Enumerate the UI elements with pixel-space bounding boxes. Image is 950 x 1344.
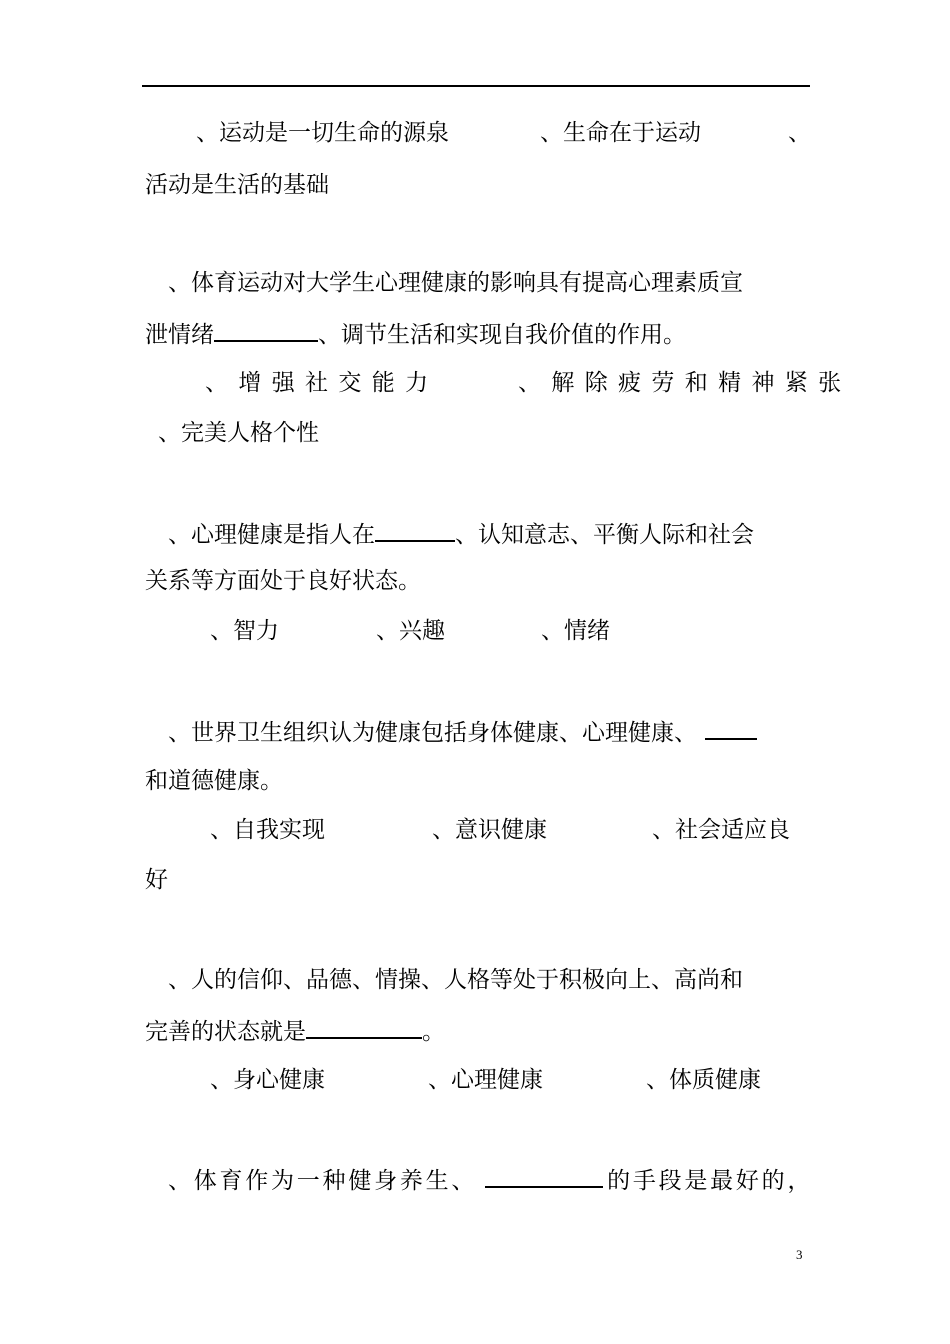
q5-stem-line1: 、人的信仰、品德、情操、人格等处于积极向上、高尚和 (168, 967, 743, 993)
q4-option-a: 、自我实现 (210, 817, 325, 843)
q6-stem-text-b: 的手段是最好的， (607, 1168, 814, 1194)
q1-option-c-mark: 、 (788, 120, 811, 146)
q4-option-c-continued: 好 (145, 867, 168, 893)
q2-stem-line1: 、体育运动对大学生心理健康的影响具有提高心理素质宣 (168, 270, 743, 296)
q3-stem-line1 (168, 518, 754, 550)
q5-stem-text-a: 完善的状态就是 (145, 1019, 306, 1045)
q4-stem-line2: 和道德健康。 (145, 768, 283, 794)
q5-option-c: 、体质健康 (646, 1067, 761, 1093)
q6-stem-line1 (168, 1164, 813, 1196)
q1-option-c: 活动是生活的基础 (145, 172, 329, 198)
q4-stem-text: 、世界卫生组织认为健康包括身体健康、心理健康、 (168, 720, 697, 746)
q4-answer-blank (705, 716, 757, 740)
q5-stem-line2 (145, 1015, 445, 1047)
q3-stem-line2: 关系等方面处于良好状态。 (145, 568, 421, 594)
q3-stem-text-b: 、认知意志、平衡人际和社会 (455, 522, 754, 548)
header-rule (142, 85, 810, 87)
q6-stem-text-a: 、体育作为一种健身养生、 (168, 1168, 478, 1194)
q2-option-b: 、解除疲劳和精神紧张 (518, 370, 852, 396)
q2-option-a: 、增强社交能力 (205, 370, 439, 396)
q3-option-b: 、兴趣 (376, 618, 445, 644)
q5-option-a: 、身心健康 (210, 1067, 325, 1093)
q1-option-a: 、运动是一切生命的源泉 (196, 120, 449, 146)
q3-option-a: 、智力 (210, 618, 279, 644)
q3-answer-blank (375, 518, 455, 542)
q5-option-b: 、心理健康 (428, 1067, 543, 1093)
q3-stem-text-a: 、心理健康是指人在 (168, 522, 375, 548)
q4-stem-line1 (168, 716, 757, 748)
q2-stem-line2 (145, 318, 686, 350)
q6-answer-blank (485, 1164, 603, 1188)
q2-stem-text-b: 、调节生活和实现自我价值的作用。 (318, 322, 686, 348)
q2-option-c: 、完美人格个性 (158, 420, 319, 446)
q4-option-b: 、意识健康 (432, 817, 547, 843)
q3-option-c: 、情绪 (541, 618, 610, 644)
q2-stem-text-a: 泄情绪 (145, 322, 214, 348)
q1-option-b: 、生命在于运动 (540, 120, 701, 146)
q5-answer-blank (306, 1015, 422, 1039)
q5-stem-text-b: 。 (422, 1019, 445, 1045)
q2-answer-blank (214, 318, 318, 342)
page-number: 3 (796, 1247, 803, 1262)
q4-option-c: 、社会适应良 (652, 817, 790, 843)
